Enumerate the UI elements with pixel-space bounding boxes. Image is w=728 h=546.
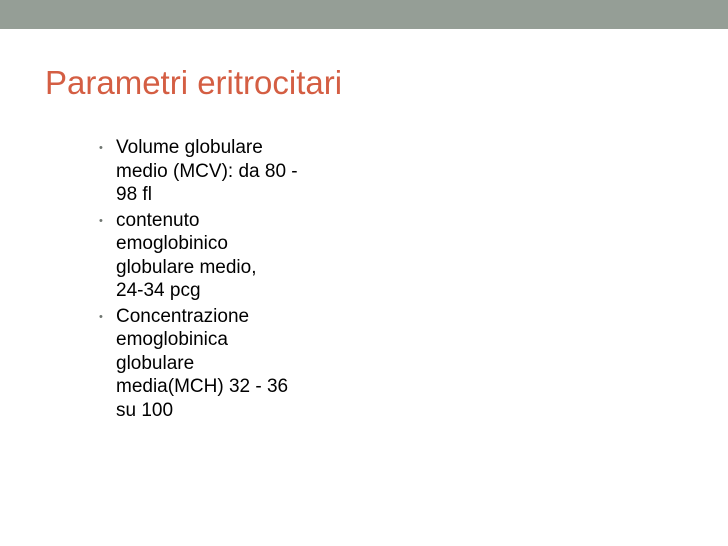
slide-title: Parametri eritrocitari bbox=[45, 64, 343, 101]
bullet-line: 24-34 pcg bbox=[116, 280, 201, 301]
bullet-line: Volume globulare bbox=[116, 137, 263, 158]
bullet-line: emoglobinica bbox=[116, 329, 228, 350]
bullet-line: emoglobinico bbox=[116, 233, 228, 254]
bullet-item-mch-content bbox=[96, 209, 376, 303]
bullet-item-mcv bbox=[96, 136, 376, 207]
bullet-line: contenuto bbox=[116, 209, 200, 231]
top-band bbox=[0, 0, 728, 29]
bullet-line: globulare medio, bbox=[116, 256, 257, 278]
bullet-item-concentration bbox=[96, 305, 376, 423]
bullet-line: 98 fl bbox=[116, 184, 152, 205]
bullet-list bbox=[96, 136, 376, 424]
bullet-dot-icon: • bbox=[99, 214, 103, 227]
bullet-dot-icon: • bbox=[99, 142, 103, 154]
bullet-line: su 100 bbox=[116, 399, 174, 421]
bullet-line: media(MCH) 32 - 36 bbox=[116, 376, 289, 397]
bullet-dot-icon: • bbox=[99, 310, 103, 323]
bullet-line: Concentrazione bbox=[116, 305, 250, 327]
bullet-line: globulare bbox=[116, 352, 195, 374]
bullet-line: medio (MCV): da 80 - bbox=[116, 160, 298, 182]
